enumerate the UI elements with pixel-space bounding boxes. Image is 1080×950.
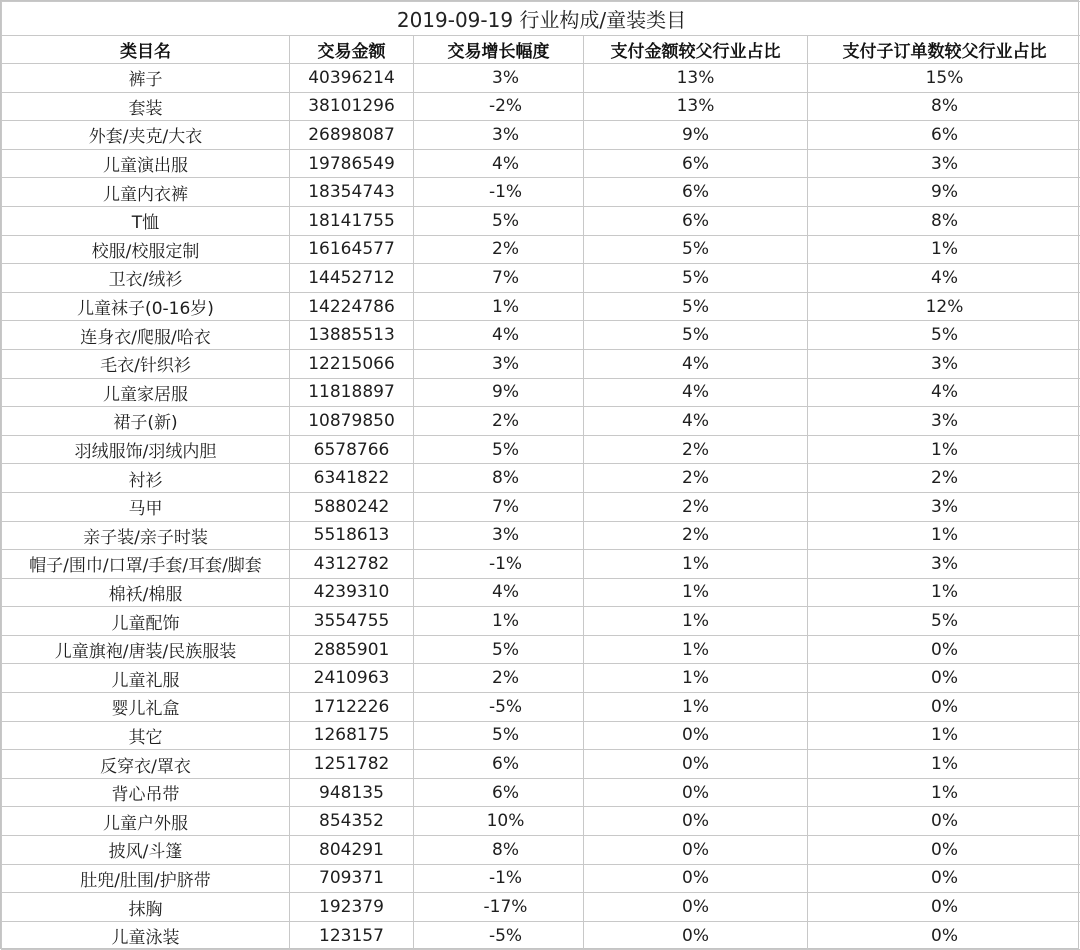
- table-row: [2, 264, 1080, 293]
- category-cell: 儿童配饰: [2, 607, 290, 636]
- order-share-cell: 15%: [808, 64, 1080, 93]
- table-row: [2, 664, 1080, 693]
- growth-cell: 4%: [414, 321, 584, 350]
- table-row: [2, 407, 1080, 436]
- amount-cell: 123157: [290, 921, 414, 950]
- pay-share-cell: 1%: [584, 607, 808, 636]
- amount-cell: 4312782: [290, 550, 414, 579]
- amount-cell: 948135: [290, 778, 414, 807]
- column-header-order-share: 支付子订单数较父行业占比: [808, 36, 1080, 64]
- pay-share-cell: 0%: [584, 778, 808, 807]
- pay-share-cell: 5%: [584, 264, 808, 293]
- pay-share-cell: 5%: [584, 292, 808, 321]
- column-header-growth: 交易增长幅度: [414, 36, 584, 64]
- pay-share-cell: 0%: [584, 921, 808, 950]
- pay-share-cell: 2%: [584, 492, 808, 521]
- order-share-cell: 1%: [808, 521, 1080, 550]
- growth-cell: 4%: [414, 578, 584, 607]
- table-row: [2, 321, 1080, 350]
- pay-share-cell: 2%: [584, 521, 808, 550]
- category-cell: 背心吊带: [2, 778, 290, 807]
- header-row: [2, 36, 1080, 64]
- pay-share-cell: 6%: [584, 178, 808, 207]
- growth-cell: -1%: [414, 178, 584, 207]
- amount-cell: 10879850: [290, 407, 414, 436]
- pay-share-cell: 1%: [584, 635, 808, 664]
- table-row: [2, 235, 1080, 264]
- table-row: [2, 893, 1080, 922]
- category-cell: 儿童礼服: [2, 664, 290, 693]
- amount-cell: 709371: [290, 864, 414, 893]
- growth-cell: 6%: [414, 750, 584, 779]
- category-cell: 羽绒服饰/羽绒内胆: [2, 435, 290, 464]
- growth-cell: -1%: [414, 550, 584, 579]
- table-row: [2, 864, 1080, 893]
- category-cell: 帽子/围巾/口罩/手套/耳套/脚套: [2, 550, 290, 579]
- order-share-cell: 5%: [808, 321, 1080, 350]
- amount-cell: 854352: [290, 807, 414, 836]
- pay-share-cell: 0%: [584, 864, 808, 893]
- pay-share-cell: 6%: [584, 206, 808, 235]
- order-share-cell: 12%: [808, 292, 1080, 321]
- table-row: [2, 121, 1080, 150]
- order-share-cell: 0%: [808, 836, 1080, 865]
- growth-cell: 7%: [414, 264, 584, 293]
- pay-share-cell: 13%: [584, 64, 808, 93]
- order-share-cell: 1%: [808, 435, 1080, 464]
- amount-cell: 804291: [290, 836, 414, 865]
- table-row: [2, 149, 1080, 178]
- growth-cell: 5%: [414, 721, 584, 750]
- pay-share-cell: 4%: [584, 407, 808, 436]
- amount-cell: 26898087: [290, 121, 414, 150]
- order-share-cell: 1%: [808, 721, 1080, 750]
- amount-cell: 11818897: [290, 378, 414, 407]
- category-cell: 连身衣/爬服/哈衣: [2, 321, 290, 350]
- amount-cell: 19786549: [290, 149, 414, 178]
- order-share-cell: 3%: [808, 550, 1080, 579]
- table-row: [2, 807, 1080, 836]
- category-cell: 儿童户外服: [2, 807, 290, 836]
- category-cell: 裤子: [2, 64, 290, 93]
- pay-share-cell: 0%: [584, 721, 808, 750]
- order-share-cell: 6%: [808, 121, 1080, 150]
- amount-cell: 18141755: [290, 206, 414, 235]
- category-cell: 肚兜/肚围/护脐带: [2, 864, 290, 893]
- category-cell: 儿童袜子(0-16岁): [2, 292, 290, 321]
- order-share-cell: 0%: [808, 807, 1080, 836]
- category-cell: 卫衣/绒衫: [2, 264, 290, 293]
- amount-cell: 13885513: [290, 321, 414, 350]
- growth-cell: 8%: [414, 464, 584, 493]
- pay-share-cell: 5%: [584, 321, 808, 350]
- amount-cell: 6578766: [290, 435, 414, 464]
- table-row: [2, 292, 1080, 321]
- table-row: [2, 206, 1080, 235]
- column-header-category: 类目名: [2, 36, 290, 64]
- table-row: [2, 178, 1080, 207]
- table-row: [2, 492, 1080, 521]
- table-row: [2, 921, 1080, 950]
- pay-share-cell: 2%: [584, 435, 808, 464]
- column-header-amount: 交易金额: [290, 36, 414, 64]
- growth-cell: 1%: [414, 607, 584, 636]
- category-cell: 儿童内衣裤: [2, 178, 290, 207]
- table-row: [2, 836, 1080, 865]
- table-row: [2, 721, 1080, 750]
- category-cell: 婴儿礼盒: [2, 693, 290, 722]
- category-cell: 外套/夹克/大衣: [2, 121, 290, 150]
- growth-cell: 3%: [414, 349, 584, 378]
- amount-cell: 18354743: [290, 178, 414, 207]
- category-cell: 其它: [2, 721, 290, 750]
- amount-cell: 40396214: [290, 64, 414, 93]
- growth-cell: 8%: [414, 836, 584, 865]
- category-cell: 校服/校服定制: [2, 235, 290, 264]
- order-share-cell: 0%: [808, 864, 1080, 893]
- pay-share-cell: 1%: [584, 578, 808, 607]
- title-row: [2, 2, 1080, 36]
- growth-cell: 2%: [414, 664, 584, 693]
- growth-cell: 3%: [414, 64, 584, 93]
- amount-cell: 16164577: [290, 235, 414, 264]
- pay-share-cell: 4%: [584, 378, 808, 407]
- table-row: [2, 92, 1080, 121]
- order-share-cell: 8%: [808, 92, 1080, 121]
- pay-share-cell: 5%: [584, 235, 808, 264]
- order-share-cell: 3%: [808, 492, 1080, 521]
- pay-share-cell: 0%: [584, 836, 808, 865]
- table-row: [2, 607, 1080, 636]
- growth-cell: -5%: [414, 693, 584, 722]
- table-row: [2, 435, 1080, 464]
- growth-cell: -5%: [414, 921, 584, 950]
- order-share-cell: 2%: [808, 464, 1080, 493]
- amount-cell: 12215066: [290, 349, 414, 378]
- table-row: [2, 64, 1080, 93]
- amount-cell: 6341822: [290, 464, 414, 493]
- column-header-pay-share: 支付金额较父行业占比: [584, 36, 808, 64]
- category-cell: 披风/斗篷: [2, 836, 290, 865]
- order-share-cell: 0%: [808, 664, 1080, 693]
- pay-share-cell: 0%: [584, 750, 808, 779]
- amount-cell: 4239310: [290, 578, 414, 607]
- amount-cell: 1251782: [290, 750, 414, 779]
- table-row: [2, 378, 1080, 407]
- growth-cell: 6%: [414, 778, 584, 807]
- category-cell: 反穿衣/罩衣: [2, 750, 290, 779]
- amount-cell: 2885901: [290, 635, 414, 664]
- category-cell: 儿童家居服: [2, 378, 290, 407]
- growth-cell: 2%: [414, 407, 584, 436]
- category-cell: 儿童演出服: [2, 149, 290, 178]
- pay-share-cell: 4%: [584, 349, 808, 378]
- growth-cell: 4%: [414, 149, 584, 178]
- amount-cell: 1712226: [290, 693, 414, 722]
- table-row: [2, 349, 1080, 378]
- order-share-cell: 0%: [808, 893, 1080, 922]
- amount-cell: 3554755: [290, 607, 414, 636]
- order-share-cell: 0%: [808, 635, 1080, 664]
- category-cell: 抹胸: [2, 893, 290, 922]
- category-cell: 亲子装/亲子时装: [2, 521, 290, 550]
- amount-cell: 38101296: [290, 92, 414, 121]
- amount-cell: 5880242: [290, 492, 414, 521]
- growth-cell: 9%: [414, 378, 584, 407]
- order-share-cell: 0%: [808, 693, 1080, 722]
- order-share-cell: 4%: [808, 378, 1080, 407]
- table-row: [2, 635, 1080, 664]
- order-share-cell: 3%: [808, 149, 1080, 178]
- pay-share-cell: 1%: [584, 664, 808, 693]
- amount-cell: 14452712: [290, 264, 414, 293]
- growth-cell: -2%: [414, 92, 584, 121]
- category-cell: T恤: [2, 206, 290, 235]
- category-cell: 毛衣/针织衫: [2, 349, 290, 378]
- growth-cell: 3%: [414, 521, 584, 550]
- category-table: [1, 1, 1080, 950]
- growth-cell: 7%: [414, 492, 584, 521]
- table-row: [2, 578, 1080, 607]
- category-cell: 马甲: [2, 492, 290, 521]
- pay-share-cell: 1%: [584, 550, 808, 579]
- table-row: [2, 778, 1080, 807]
- order-share-cell: 1%: [808, 235, 1080, 264]
- order-share-cell: 0%: [808, 921, 1080, 950]
- order-share-cell: 5%: [808, 607, 1080, 636]
- growth-cell: 3%: [414, 121, 584, 150]
- amount-cell: 14224786: [290, 292, 414, 321]
- order-share-cell: 4%: [808, 264, 1080, 293]
- amount-cell: 192379: [290, 893, 414, 922]
- order-share-cell: 1%: [808, 778, 1080, 807]
- order-share-cell: 1%: [808, 750, 1080, 779]
- pay-share-cell: 13%: [584, 92, 808, 121]
- growth-cell: -17%: [414, 893, 584, 922]
- amount-cell: 5518613: [290, 521, 414, 550]
- table-row: [2, 521, 1080, 550]
- table-row: [2, 464, 1080, 493]
- pay-share-cell: 2%: [584, 464, 808, 493]
- amount-cell: 2410963: [290, 664, 414, 693]
- category-cell: 套装: [2, 92, 290, 121]
- category-cell: 衬衫: [2, 464, 290, 493]
- pay-share-cell: 0%: [584, 807, 808, 836]
- growth-cell: 5%: [414, 635, 584, 664]
- growth-cell: 10%: [414, 807, 584, 836]
- category-cell: 儿童泳装: [2, 921, 290, 950]
- amount-cell: 1268175: [290, 721, 414, 750]
- table-row: [2, 693, 1080, 722]
- pay-share-cell: 1%: [584, 693, 808, 722]
- pay-share-cell: 9%: [584, 121, 808, 150]
- order-share-cell: 3%: [808, 349, 1080, 378]
- order-share-cell: 8%: [808, 206, 1080, 235]
- growth-cell: 2%: [414, 235, 584, 264]
- table-row: [2, 750, 1080, 779]
- table-row: [2, 550, 1080, 579]
- order-share-cell: 1%: [808, 578, 1080, 607]
- category-cell: 裙子(新): [2, 407, 290, 436]
- growth-cell: 1%: [414, 292, 584, 321]
- pay-share-cell: 0%: [584, 893, 808, 922]
- growth-cell: -1%: [414, 864, 584, 893]
- table-title: 2019-09-19 行业构成/童装类目: [2, 2, 1080, 36]
- order-share-cell: 9%: [808, 178, 1080, 207]
- growth-cell: 5%: [414, 435, 584, 464]
- table-body: [2, 64, 1080, 950]
- category-cell: 棉袄/棉服: [2, 578, 290, 607]
- growth-cell: 5%: [414, 206, 584, 235]
- order-share-cell: 3%: [808, 407, 1080, 436]
- category-cell: 儿童旗袍/唐装/民族服装: [2, 635, 290, 664]
- pay-share-cell: 6%: [584, 149, 808, 178]
